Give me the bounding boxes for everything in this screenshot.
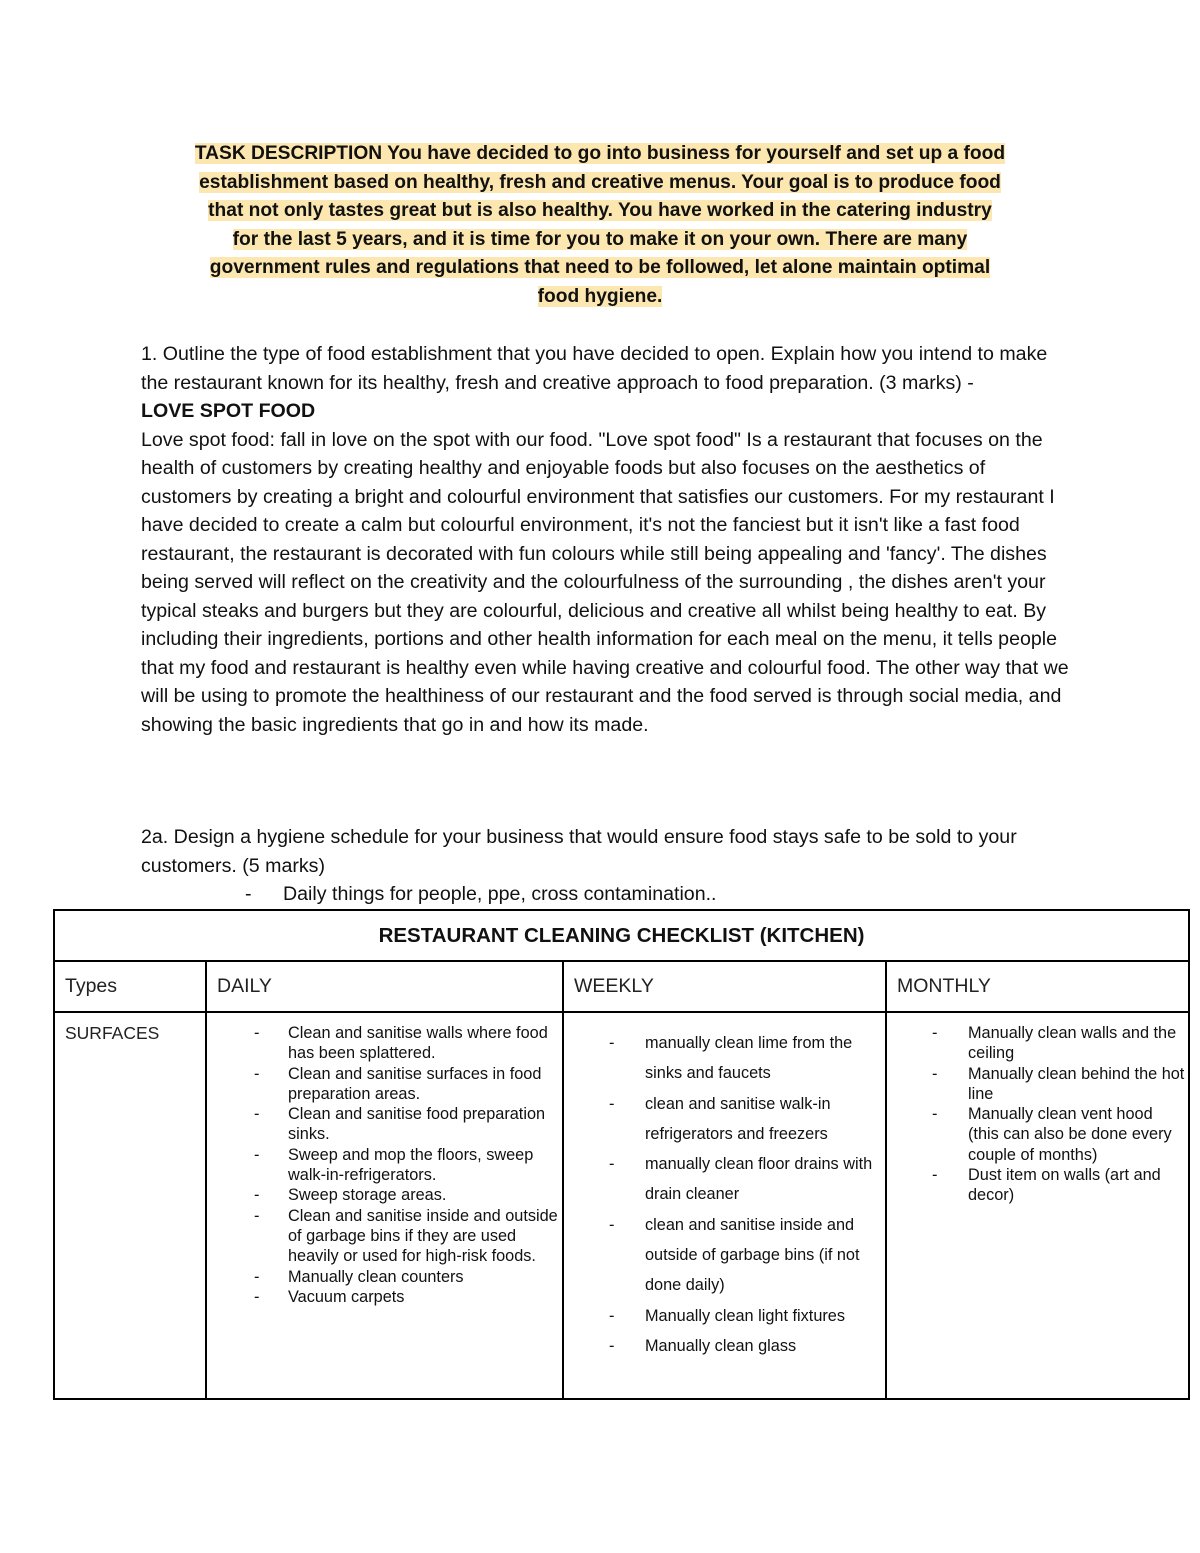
monthly-list	[888, 1023, 1187, 1206]
task-line: for the last 5 years, and it is time for you to make it on your own. There are many	[232, 228, 968, 250]
question-1-text: 1. Outline the type of food establishment that you have decided to open. Explain how you intend to make the restaurant known for its healthy, fresh and creative approach to food preparation. (3 marks) -	[141, 343, 1048, 394]
header-monthly: MONTHLY	[886, 961, 1189, 1012]
daily-list	[208, 1023, 561, 1307]
restaurant-name: LOVE SPOT FOOD	[141, 400, 316, 422]
note-dash: -	[245, 883, 252, 905]
checklist-title: RESTAURANT CLEANING CHECKLIST (KITCHEN)	[54, 910, 1189, 961]
list-item: - Manually clean walls and the ceiling	[968, 1023, 1187, 1064]
header-weekly: WEEKLY	[563, 961, 886, 1012]
list-item: - Manually clean behind the hot line	[968, 1064, 1187, 1105]
question-1-section	[141, 340, 1071, 739]
list-item: - clean and sanitise inside and outside of garbage bins (if not done daily)	[645, 1210, 884, 1301]
list-item: - Clean and sanitise inside and outside of garbage bins if they are used heavily or used for high-risk foods.	[288, 1206, 561, 1267]
daily-cell	[206, 1012, 563, 1399]
list-item: - Manually clean counters	[288, 1267, 561, 1287]
list-item: - Manually clean glass	[645, 1331, 884, 1361]
row-type-surfaces: SURFACES	[54, 1012, 206, 1399]
list-item: - Manually clean light fixtures	[645, 1301, 884, 1331]
note-text: Daily things for people, ppe, cross contamination..	[283, 883, 717, 905]
list-item: - Clean and sanitise surfaces in food preparation areas.	[288, 1064, 561, 1105]
question-2a-section	[141, 823, 1071, 909]
list-item: - clean and sanitise walk-in refrigerators and freezers	[645, 1089, 884, 1150]
task-line: establishment based on healthy, fresh and creative menus. Your goal is to produce food	[199, 171, 1001, 193]
task-line: TASK DESCRIPTION You have decided to go into business for yourself and set up a food	[194, 143, 1006, 164]
list-item: - manually clean lime from the sinks and faucets	[645, 1028, 884, 1089]
list-item: - Sweep storage areas.	[288, 1185, 561, 1205]
monthly-cell	[886, 1012, 1189, 1399]
weekly-list	[565, 1028, 884, 1361]
question-2a-text: 2a. Design a hygiene schedule for your business that would ensure food stays safe to be sold to your customers. (5 marks)	[141, 826, 1017, 877]
header-types: Types	[54, 961, 206, 1012]
task-line: government rules and regulations that need to be followed, let alone maintain optimal	[209, 257, 991, 279]
list-item: - Clean and sanitise food preparation sinks.	[288, 1104, 561, 1145]
task-line: food hygiene.	[537, 285, 663, 307]
list-item: - manually clean floor drains with drain cleaner	[645, 1149, 884, 1210]
header-daily: DAILY	[206, 961, 563, 1012]
task-line: that not only tastes great but is also healthy. You have worked in the catering industry	[208, 200, 992, 222]
task-description	[140, 140, 1060, 312]
list-item: - Clean and sanitise walls where food has been splattered.	[288, 1023, 561, 1064]
question-2a-note	[141, 880, 1071, 909]
list-item: - Sweep and mop the floors, sweep walk-in-refrigerators.	[288, 1145, 561, 1186]
cleaning-checklist-table	[53, 909, 1190, 1400]
list-item: - Dust item on walls (art and decor)	[968, 1165, 1187, 1206]
list-item: - Vacuum carpets	[288, 1287, 561, 1307]
weekly-cell	[563, 1012, 886, 1399]
list-item: - Manually clean vent hood (this can also be done every couple of months)	[968, 1104, 1187, 1165]
question-1-answer: Love spot food: fall in love on the spot with our food. "Love spot food" Is a restaurant that focuses on the health of customers by creating healthy and enjoyable foods but also focuses on the aesthetics of customers by creating a bright and colourful environment that satisfies our customers. For my restaurant I have decided to create a calm but colourful environment, it's not the fanciest but it isn't like a fast food restaurant, the restaurant is decorated with fun colours while still being appealing and 'fancy'. The dishes being served will reflect on the creativity and the colourfulness of the surrounding , the dishes aren't your typical steaks and burgers but they are colourful, delicious and creative all whilst being healthy to eat. By including their ingredients, portions and other health information for each meal on the menu, it tells people that my food and restaurant is healthy even while having creative and colourful food. The other way that we will be using to promote the healthiness of our restaurant and the food served is through social media, and showing the basic ingredients that go in and how its made.	[141, 428, 1069, 736]
